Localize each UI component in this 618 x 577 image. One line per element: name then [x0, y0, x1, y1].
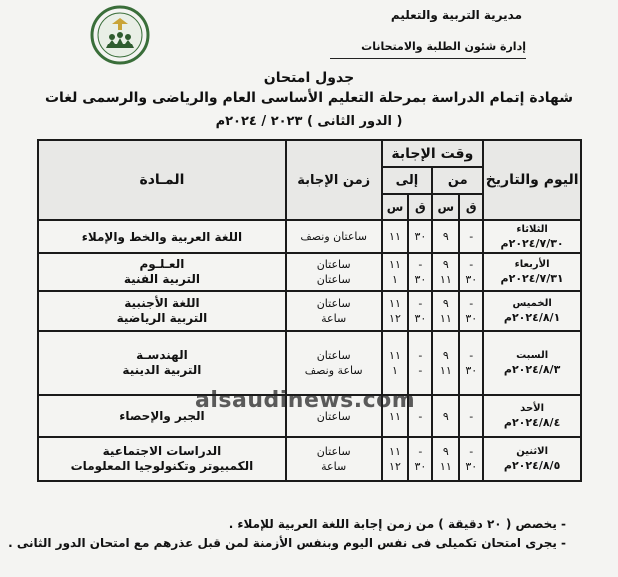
from-min: - — [459, 220, 483, 253]
document-subtitle: شهادة إتمام الدراسة بمرحلة التعليم الأساسى العام والرياضى والرسمى لغات — [44, 90, 574, 106]
from-hr — [432, 437, 459, 481]
to-hr — [382, 253, 409, 291]
table-row — [38, 331, 581, 395]
val: ساعتان — [316, 273, 351, 286]
val: ١١ — [389, 258, 401, 271]
day-cell — [483, 395, 581, 437]
val: ٣٠ — [465, 312, 478, 325]
duration: ساعتان ونصف — [286, 220, 382, 253]
col-day-date: اليوم والتاريخ — [483, 140, 581, 220]
day-cell — [483, 220, 581, 253]
val: ساعتان — [316, 258, 351, 271]
subject — [38, 291, 286, 331]
day-cell — [483, 291, 581, 331]
val: التربية الدينية — [122, 363, 202, 377]
val: ساعتان — [316, 445, 351, 458]
table-row — [38, 220, 581, 253]
val: ١ — [392, 364, 398, 377]
document-title: جدول امتحان — [263, 70, 355, 86]
day-name: الاثنين — [516, 446, 548, 457]
from-min — [459, 331, 483, 395]
to-min — [408, 291, 432, 331]
val: ١١ — [389, 349, 401, 362]
from-min — [459, 437, 483, 481]
department-underline — [330, 58, 526, 59]
day-name: الخميس — [512, 298, 552, 309]
col-to-min: ق — [408, 194, 432, 220]
exam-schedule-table — [37, 139, 582, 482]
header-row-1 — [38, 140, 581, 167]
val: - — [418, 349, 423, 362]
val: الهندسـة — [136, 348, 188, 362]
val: ٣٠ — [414, 460, 427, 473]
from-hr — [432, 291, 459, 331]
to-hr: ١١ — [382, 395, 409, 437]
val: - — [469, 258, 474, 271]
day-name: السبت — [516, 350, 549, 361]
val: ٣٠ — [414, 312, 427, 325]
val: ٩ — [442, 445, 449, 458]
note-dictation: - يخصص ( ٢٠ دقيقة ) من زمن إجابة اللغة العربية للإملاء . — [228, 517, 566, 531]
val: - — [418, 364, 423, 377]
val: - — [469, 297, 474, 310]
val: ١١ — [439, 460, 452, 473]
duration — [286, 437, 382, 481]
to-hr — [382, 291, 409, 331]
exam-session: ( الدور الثانى ) ٢٠٢٣ / ٢٠٢٤م — [215, 114, 403, 129]
from-min — [459, 291, 483, 331]
from-min — [459, 253, 483, 291]
val: ساعة — [321, 312, 347, 325]
val: ساعة — [321, 460, 347, 473]
day-date: ٢٠٢٤/٨/٤م — [503, 416, 561, 429]
day-cell — [483, 437, 581, 481]
to-hr — [382, 437, 409, 481]
department-name: إدارة شئون الطلبة والامتحانات — [361, 40, 526, 53]
table-row — [38, 253, 581, 291]
val: التربية الفنية — [123, 272, 200, 286]
val: - — [418, 297, 423, 310]
to-min — [408, 437, 432, 481]
val: ١١ — [439, 364, 452, 377]
directorate-name: مديرية التربية والتعليم — [390, 8, 522, 22]
val: ١٢ — [389, 312, 401, 325]
day-date: ٢٠٢٤/٨/٥م — [503, 459, 561, 472]
col-from: من — [432, 167, 483, 194]
col-to-hr: س — [382, 194, 409, 220]
day-date: ٢٠٢٤/٨/٣م — [503, 363, 561, 376]
val: ١١ — [439, 273, 452, 286]
val: ١١ — [439, 312, 452, 325]
val: ٣٠ — [465, 273, 478, 286]
val: ساعة ونصف — [304, 364, 363, 377]
val: ٩ — [442, 297, 449, 310]
to-hr: ١١ — [382, 220, 409, 253]
note-makeup-exam: - يجرى امتحان تكميلى فى نفس اليوم وبنفس الأزمنة لمن قبل عذرهم مع امتحان الدور الثانى . — [8, 536, 566, 550]
val: ٣٠ — [465, 460, 478, 473]
to-hr — [382, 331, 409, 395]
col-subject: المـادة — [38, 140, 286, 220]
duration — [286, 331, 382, 395]
val: الدراسات الاجتماعية — [102, 444, 222, 458]
from-hr — [432, 331, 459, 395]
subject — [38, 437, 286, 481]
day-date: ٢٠٢٤/٧/٣٠م — [500, 236, 564, 250]
day-cell — [483, 331, 581, 395]
val: ٩ — [442, 258, 449, 271]
duration — [286, 253, 382, 291]
subject: الجبر والإحصاء — [38, 395, 286, 437]
val: ٣٠ — [465, 364, 478, 377]
val: ١ — [392, 273, 398, 286]
col-from-min: ق — [459, 194, 483, 220]
day-name: الأحد — [520, 403, 545, 414]
subject — [38, 331, 286, 395]
from-hr: ٩ — [432, 220, 459, 253]
from-min: - — [459, 395, 483, 437]
day-name: الثلاثاء — [516, 223, 548, 235]
val: اللغة الأجنبية — [124, 296, 200, 310]
subject — [38, 253, 286, 291]
watermark: alsaudinews.com — [195, 388, 416, 413]
day-date: ٢٠٢٤/٧/٣١م — [500, 272, 564, 285]
to-min: - — [408, 395, 432, 437]
val: الكمبيوتر وتكنولوجيا المعلومات — [70, 459, 254, 473]
val: - — [469, 445, 474, 458]
col-answer-time: وقت الإجابة — [382, 140, 484, 167]
table-row — [38, 291, 581, 331]
ministry-logo — [72, 4, 168, 66]
val: - — [418, 445, 423, 458]
subject: اللغة العربية والخط والإملاء — [38, 220, 286, 253]
col-duration: زمن الإجابة — [286, 140, 382, 220]
day-name: الأربعاء — [514, 259, 550, 270]
val: ساعتان — [316, 297, 351, 310]
val: العـلـوم — [139, 257, 185, 271]
duration — [286, 291, 382, 331]
val: ٣٠ — [414, 273, 427, 286]
duration: ساعتان — [286, 395, 382, 437]
from-hr: ٩ — [432, 395, 459, 437]
val: ساعتان — [316, 349, 351, 362]
to-min — [408, 331, 432, 395]
to-min — [408, 253, 432, 291]
to-min: ٣٠ — [408, 220, 432, 253]
val: ١٢ — [389, 460, 401, 473]
val: - — [469, 349, 474, 362]
val: ١١ — [389, 297, 401, 310]
val: ٩ — [442, 349, 449, 362]
day-cell — [483, 253, 581, 291]
val: - — [418, 258, 423, 271]
val: التربية الرياضية — [116, 311, 208, 325]
val: ١١ — [389, 445, 401, 458]
col-from-hr: س — [432, 194, 459, 220]
day-date: ٢٠٢٤/٨/١م — [503, 311, 561, 324]
from-hr — [432, 253, 459, 291]
table-row — [38, 437, 581, 481]
col-to: إلى — [382, 167, 433, 194]
